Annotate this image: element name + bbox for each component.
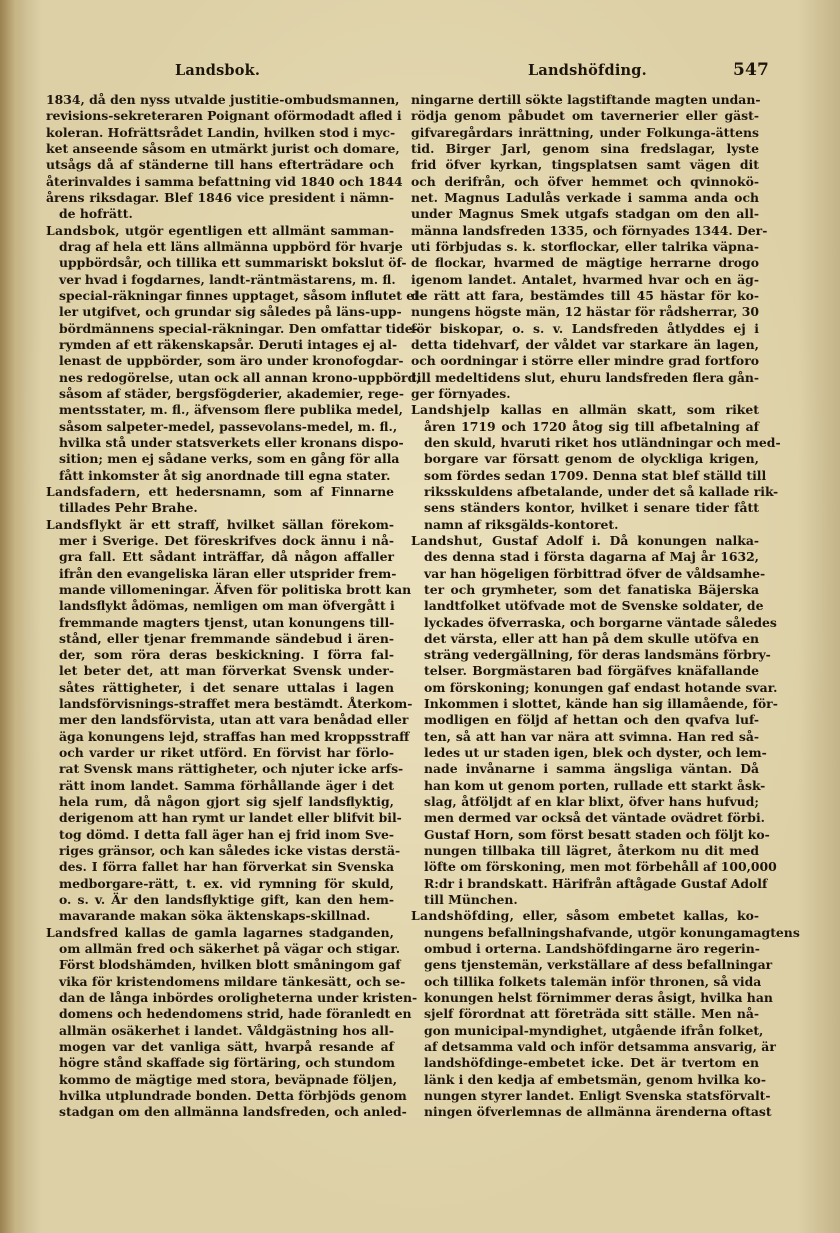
text-line [411, 892, 759, 908]
line-text: det värsta, eller att han på dem skulle utöfva en [424, 630, 759, 646]
text-line [411, 843, 759, 859]
text-line [411, 924, 800, 941]
line-text: uti förbjudas s. k. storflockar, eller talrika väpna- [411, 238, 759, 254]
text-line [46, 320, 418, 337]
text-line [46, 859, 394, 875]
line-text: fremmande magters tjenst, utan konungens till- [59, 614, 395, 630]
line-text: mogen var det vanliga sätt, hvarpå resande af [59, 1039, 394, 1055]
text-line [46, 402, 403, 418]
line-text: sjelf förordnat att företräda sitt ställe. Men nå- [424, 1006, 759, 1022]
line-text: återinvaldes i samma befattning vid 1840 och 1844 [46, 173, 403, 189]
text-line [46, 990, 418, 1006]
line-text: Först blodshämden, hvilken blott småningom gaf [59, 957, 401, 973]
line-text: ger förnyades. [411, 385, 511, 401]
line-text: gens tjenstemän, verkställare af dess befallningar [424, 957, 773, 973]
line-text: telser. Borgmästaren bad förgäfves knäfallande [424, 663, 759, 679]
line-text: ler utgifvet, och grundar sig således på läns-upp- [59, 304, 402, 320]
line-text: Gustaf Adolf i. Då konungen nalka- [483, 532, 759, 548]
text-line [46, 778, 394, 794]
text-line [411, 777, 766, 794]
text-line [411, 565, 766, 582]
text-line [46, 761, 404, 777]
line-text: gifvaregårdars inrättning, under Folkunga-ättens [411, 124, 759, 140]
line-text: ket anseende såsom en utmärkt jurist och domare, [46, 140, 400, 156]
text-line [411, 1022, 764, 1039]
line-text: ningen öfverlemnas de allmänna ärenderna oftast [424, 1104, 772, 1120]
line-text: kallas en allmän skatt, som riket [490, 402, 759, 418]
line-text: tid. Birger Jarl, genom sina fredslagar, lyste [411, 140, 759, 156]
entry-first-line [46, 925, 394, 941]
line-text: lyckades öfverraska, och borgarne väntade således [424, 614, 777, 630]
line-text: nade invånarne i samma ängsliga väntan. Då [424, 761, 759, 777]
line-text: des. I förra fallet har han förverkat sin Svenska [59, 859, 394, 875]
line-text: men dermed var också det väntade ovädret förbi. [424, 810, 765, 826]
line-text: rymden af ett räkenskapsår. Deruti intages ej al- [59, 336, 398, 352]
text-line [411, 663, 759, 679]
line-text: let beter det, att man förverkat Svensk under- [59, 663, 394, 679]
line-text: och derifrån, och öfver hemmet och qvinnokö- [411, 173, 759, 189]
text-line [46, 680, 394, 696]
text-line [411, 957, 773, 973]
text-line [46, 1088, 407, 1104]
line-text: såsom salpeter-medel, passevolans-medel, m. fl., [59, 418, 398, 434]
text-line [46, 941, 401, 957]
line-text: bördmännens special-räkningar. Den omfattar tide- [59, 320, 418, 336]
text-line [46, 745, 394, 761]
text-line [46, 615, 394, 631]
text-line [411, 990, 773, 1006]
line-text: ifrån den evangeliska läran eller utsprider frem- [59, 565, 397, 581]
line-text: stånd, eller tjenar fremmande sändebud i ären- [59, 630, 394, 646]
text-line [411, 222, 768, 239]
entry-headword: Landsbok, [46, 222, 120, 238]
text-line [46, 631, 394, 647]
line-text: uppbördsår, och tillika ett summariskt bokslut öf- [59, 255, 407, 271]
line-text: o. s. v. Är den landsflyktige gift, kan den hem- [59, 892, 394, 908]
line-text: äga konungens lejd, straffas han med kroppsstraff [59, 728, 410, 744]
line-text: borgare var försatt genom de olyckliga krigen, [424, 451, 759, 467]
line-text: nes redogörelse, utan ock all annan krono-uppbörd, [59, 369, 421, 385]
text-line [46, 369, 421, 386]
line-text: modligen en följd af hettan och den qvafva luf- [424, 712, 759, 728]
text-line [46, 973, 406, 990]
text-line [46, 1039, 394, 1055]
text-line [46, 598, 394, 614]
line-text: utsågs då af ständerne till hans efterträdare och [46, 157, 394, 173]
text-line [411, 1055, 759, 1071]
text-line [46, 728, 410, 745]
line-text: Gustaf Horn, som först besatt staden och följt ko- [424, 826, 770, 842]
line-text: såsom af städer, bergsfögderier, akademier, rege- [59, 385, 405, 401]
text-line [411, 1071, 766, 1088]
line-text: sträng vedergällning, för deras landsmäns förbry- [424, 647, 771, 663]
line-text: rätt inom landet. Samma förhållande äger i det [59, 777, 394, 793]
text-line [46, 500, 394, 516]
text-line [411, 859, 777, 875]
line-text: såtes rättigheter, i det senare uttalas i lagen [59, 679, 394, 695]
line-text: net. Magnus Ladulås verkade i samma anda och [411, 189, 759, 205]
line-text: mer i Sverige. Det föreskrifves dock ännu i nå- [59, 532, 394, 548]
text-line [411, 761, 759, 777]
text-line [411, 434, 781, 451]
line-text: koleran. Hofrättsrådet Landin, hvilken stod i myc- [46, 124, 396, 140]
running-head-right: Landshöfding. [528, 62, 647, 79]
line-text: riksskuldens afbetalande, under det så kallade rik- [424, 483, 779, 499]
line-text: nungen tillbaka till lägret, återkom nu dit med [424, 843, 759, 859]
line-text: eller, såsom embetet kallas, ko- [514, 908, 759, 924]
line-text: mavarande makan söka äktenskaps-skillnad. [59, 908, 371, 924]
line-text: frid öfver kyrkan, tingsplatsen samt vägen dit [411, 157, 759, 173]
line-text: fått inkomster åt sig anordnade till egna stater. [59, 467, 391, 483]
line-text: des denna stad i första dagarna af Maj år 1632, [424, 549, 759, 565]
line-text: utgör egentligen ett allmänt samman- [119, 222, 394, 238]
line-text: och oordningar i större eller mindre grad fortforo [411, 353, 759, 369]
entry-headword: Landshöfding, [411, 908, 515, 924]
entry-first-line [411, 533, 759, 549]
line-text: han kom ut genom porten, rullade ett starkt åsk- [424, 777, 766, 793]
text-line [411, 875, 768, 892]
page-number: 547 [733, 60, 770, 80]
line-text: för biskopar, o. s. v. Landsfreden åtlyddes ej i [411, 320, 759, 336]
text-line [411, 810, 765, 826]
text-line [411, 272, 759, 288]
text-line [46, 304, 402, 320]
text-line [411, 190, 759, 206]
text-line [411, 1104, 772, 1120]
text-line [411, 826, 770, 843]
text-line [411, 255, 759, 271]
text-line [411, 353, 759, 369]
text-line [411, 745, 767, 761]
text-line [411, 92, 759, 108]
text-line [411, 288, 759, 304]
line-text: igenom landet. Antalet, hvarmed hvar och en äg- [411, 271, 759, 287]
line-text: R:dr i brandskatt. Härifrån aftågade Gustaf Adolf [424, 875, 768, 891]
line-text: der, som röra deras beskickning. I förra fal- [59, 647, 394, 663]
text-line [411, 483, 779, 500]
text-line [46, 206, 394, 222]
text-line [411, 467, 767, 484]
text-line [46, 565, 397, 582]
text-line [46, 663, 394, 679]
line-text: de rätt att fara, bestämdes till 45 hästar för ko- [411, 287, 759, 303]
text-line [46, 238, 403, 255]
text-line [46, 468, 394, 484]
line-text: ter och grymheter, som det fanatiska Bäjerska [424, 581, 759, 597]
line-text: gon municipal-myndighet, utgående ifrån folket, [424, 1022, 764, 1038]
text-line [46, 549, 394, 565]
text-line [411, 386, 759, 402]
text-line [46, 353, 404, 369]
line-text: de hofrätt. [59, 206, 133, 222]
text-line [46, 696, 413, 712]
line-text: den skuld, hvaruti riket hos utländningar och med- [424, 434, 781, 450]
entry-first-line [411, 908, 759, 924]
line-text: hvilka utplundrade bonden. Detta förbjöds genom [59, 1088, 407, 1104]
text-line [46, 140, 400, 157]
text-line [46, 272, 394, 288]
line-text: högre stånd skaffade sig förtäring, och stundom [59, 1055, 395, 1071]
entry-first-line [46, 484, 394, 500]
line-text: är ett straff, hvilket sällan förekom- [121, 516, 394, 532]
line-text: hela rum, då någon gjort sig sjelf landsflyktig, [59, 794, 394, 810]
text-line [411, 321, 759, 337]
text-line [411, 108, 759, 124]
text-line [411, 631, 759, 647]
line-text: allmän osäkerhet i landet. Våldgästning hos all- [59, 1022, 394, 1038]
text-line [46, 892, 394, 908]
text-line [411, 549, 759, 565]
text-line [46, 810, 402, 826]
line-text: ver hvad i fogdarnes, landt-räntmästarens, m. fl. [59, 271, 396, 287]
text-line [46, 1006, 412, 1022]
line-text: medborgare-rätt, t. ex. vid rymning för skuld, [59, 875, 394, 891]
text-line [46, 794, 394, 810]
page-gutter-shadow [0, 0, 26, 1233]
line-text: mande villomeningar. Äfven för politiska brott kan [59, 581, 412, 597]
line-text: namn af riksgälds-kontoret. [424, 516, 619, 532]
entry-headword: Landshjelp [411, 402, 491, 418]
line-text: rödja genom påbudet om tavernerier eller gäst- [411, 108, 759, 124]
text-line [411, 141, 759, 157]
line-text: och tillika folkets talemän inför thronen, så vida [424, 973, 762, 989]
entry-first-line [46, 517, 394, 533]
line-text: stadgan om den allmänna landsfreden, och anled- [59, 1104, 407, 1120]
text-line [46, 533, 394, 549]
line-text: nungens befallningshafvande, utgör konungamagtens [424, 924, 800, 940]
line-text: derigenom att han rymt ur landet eller blifvit bil- [59, 810, 402, 826]
line-text: tog dömd. I detta fall äger han ej frid inom Sve- [59, 826, 394, 842]
line-text: löfte om förskoning, men mot förbehåll af 100,000 [424, 859, 777, 875]
line-text: nungen styrer landet. Enligt Svenska statsförvalt- [424, 1088, 771, 1104]
line-text: landsförvisnings-straffet mera bestämdt. Återkom- [59, 696, 413, 712]
line-text: revisions-sekreteraren Poignant oförmodadt afled i [46, 108, 402, 124]
text-line [411, 419, 759, 435]
text-line [46, 336, 398, 353]
line-text: årens riksdagar. Blef 1846 vice president i nämn- [46, 189, 394, 205]
line-text: ledes ut ur staden igen, blek och dyster, och lem- [424, 745, 767, 761]
line-text: mer den landsförvista, utan att vara benådad eller [59, 712, 409, 728]
line-text: landsflykt ådömas, nemligen om man öfvergått i [59, 598, 395, 614]
line-text: nungens högste män, 12 hästar för rådsherrar, 30 [411, 304, 759, 320]
line-text: var han högeligen förbittrad öfver de våldsamhe- [424, 565, 766, 581]
line-text: tillades Pehr Brahe. [59, 500, 198, 516]
line-text: landtfolket utöfvade mot de Svenske soldater, de [424, 598, 764, 614]
line-text: ten, så att han var nära att svimna. Han red så- [424, 728, 759, 744]
text-line [46, 1104, 407, 1120]
text-line [46, 647, 394, 663]
entry-first-line [46, 223, 394, 239]
text-line [411, 794, 759, 810]
text-line [46, 125, 394, 141]
line-text: ett hedersnamn, som af Finnarne [140, 483, 394, 499]
line-text: sition; men ej sådane verks, som en gång för alla [59, 451, 400, 467]
line-text: och varder ur riket utförd. En förvist har förlo- [59, 745, 394, 761]
line-text: lenast de uppbörder, som äro under kronofogdar- [59, 353, 404, 369]
line-text: vika för kristendomens mildare tänkesätt, och se- [59, 973, 406, 989]
text-line [411, 451, 759, 467]
text-line [46, 581, 412, 598]
text-line [411, 500, 759, 516]
text-line [411, 1039, 776, 1055]
text-line [46, 108, 402, 124]
text-line [411, 206, 759, 222]
text-line [411, 582, 759, 598]
line-text: special-räkningar finnes upptaget, såsom influtet el- [59, 287, 425, 303]
text-line [411, 598, 764, 614]
line-text: om förskoning; konungen gaf endast hotande svar. [424, 679, 778, 695]
line-text: hvilka stå under statsverkets eller kronans dispo- [59, 434, 404, 450]
text-line [46, 418, 398, 435]
entry-headword: Landshut, [411, 532, 484, 548]
text-line [411, 696, 778, 712]
text-line [46, 255, 407, 271]
text-line [411, 157, 759, 173]
line-text: sens ständers kontor, hvilket i senare tider fått [424, 500, 759, 516]
text-line [411, 304, 759, 320]
line-text: till München. [424, 892, 518, 908]
text-line [411, 1088, 771, 1104]
text-line [411, 370, 759, 386]
line-text: de flockar, hvarmed de mägtige herrarne drogo [411, 255, 759, 271]
text-line [46, 385, 405, 402]
line-text: slag, åtföljdt af en klar blixt, öfver hans hufvud; [424, 794, 759, 810]
text-line [411, 517, 759, 533]
line-text: under Magnus Smek utgafs stadgan om den all- [411, 206, 759, 222]
text-line [46, 712, 409, 728]
text-line [46, 173, 403, 190]
line-text: konungen helst förnimmer deras åsigt, hvilka han [424, 990, 773, 1006]
text-column-right [411, 92, 800, 1121]
line-text: länk i den kedja af embetsmän, genom hvilka ko- [424, 1071, 766, 1087]
text-line [411, 941, 759, 957]
entry-headword: Landsfred [46, 924, 119, 940]
line-text: åren 1719 och 1720 åtog sig till afbetalning af [424, 418, 759, 434]
running-head-left: Landsbok. [175, 62, 261, 79]
line-text: 1834, då den nyss utvalde justitie-ombudsmannen, [46, 92, 400, 107]
text-line [411, 337, 759, 353]
line-text: Inkommen i slottet, kände han sig illamående, för- [424, 696, 778, 712]
entry-headword: Landsflykt [46, 516, 122, 532]
text-line [411, 614, 777, 631]
text-line [411, 647, 771, 663]
text-line [46, 434, 404, 451]
line-text: till medeltidens slut, ehuru landsfreden flera gån- [411, 369, 760, 385]
text-line [46, 92, 400, 108]
text-line [46, 1023, 394, 1039]
text-line [46, 157, 394, 173]
line-text: om allmän fred och säkerhet på vägar och stigar. [59, 941, 401, 957]
text-line [411, 174, 759, 190]
text-line [46, 827, 394, 843]
line-text: domens och hedendomens strid, hade föranledt en [59, 1006, 412, 1022]
text-line [46, 287, 425, 304]
line-text: detta tidehvarf, der våldet var starkare än lagen, [411, 336, 759, 352]
entry-headword: Landsfadern, [46, 483, 141, 499]
text-line [46, 876, 394, 892]
entry-first-line [411, 402, 759, 418]
line-text: rat Svensk mans rättigheter, och njuter icke arfs- [59, 761, 404, 777]
text-line [46, 843, 401, 859]
text-line [411, 239, 759, 255]
text-line [411, 125, 759, 141]
line-text: kallas de gamla lagarnes stadganden, [118, 924, 394, 940]
line-text: männa landsfreden 1335, och förnyades 1344. Der- [411, 222, 768, 238]
line-text: kommo de mägtige med stora, beväpnade följen, [59, 1071, 398, 1087]
line-text: gra fall. Ett sådant inträffar, då någon affaller [59, 549, 394, 565]
line-text: drag af hela ett läns allmänna uppbörd för hvarje [59, 238, 403, 254]
text-line [46, 1071, 398, 1088]
line-text: som fördes sedan 1709. Denna stat blef ställd till [424, 467, 767, 483]
line-text: riges gränsor, och kan således icke vistas derstä- [59, 843, 401, 859]
text-line [46, 957, 401, 973]
text-line [411, 973, 762, 990]
line-text: landshöfdinge-embetet icke. Det är tvertom en [424, 1055, 759, 1071]
line-text: af detsamma vald och inför detsamma ansvarig, är [424, 1039, 776, 1055]
line-text: ombud i orterna. Landshöfdingarne äro regerin- [424, 941, 760, 957]
line-text: dan de långa inbördes oroligheterna under kristen- [59, 990, 418, 1006]
text-line [46, 908, 394, 924]
text-line [411, 729, 759, 745]
text-line [46, 451, 400, 467]
text-line [411, 712, 759, 728]
line-text: ningarne dertill sökte lagstiftande magten undan- [411, 92, 761, 107]
text-line [411, 1006, 759, 1022]
line-text: mentsstater, m. fl., äfvensom flere publika medel, [59, 402, 403, 418]
text-column-left [46, 92, 425, 1121]
text-line [46, 1055, 394, 1071]
text-line [46, 190, 394, 206]
text-line [411, 679, 778, 696]
